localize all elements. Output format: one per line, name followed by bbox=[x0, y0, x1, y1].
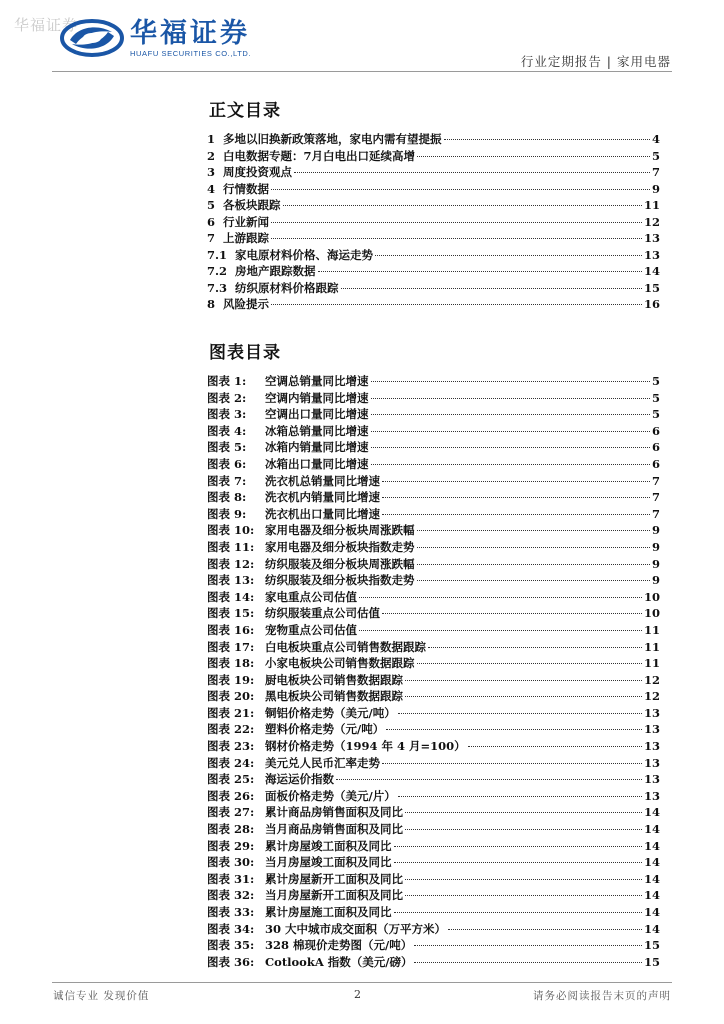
figure-entry-page: 6 bbox=[651, 440, 660, 455]
toc-entry-page: 15 bbox=[643, 280, 660, 295]
toc-entry-label: 房地产跟踪数据 bbox=[235, 264, 316, 278]
toc-entry-label: 行情数据 bbox=[223, 181, 270, 196]
logo-chinese-name: 华福证券 bbox=[130, 17, 250, 49]
toc-entry-page: 11 bbox=[643, 198, 660, 212]
figure-entry[interactable] bbox=[207, 821, 660, 838]
dot-leader bbox=[371, 447, 650, 448]
figure-entry-label: 家用电器及细分板块周涨跌幅 bbox=[265, 523, 415, 538]
figure-entry-label: 冰箱总销量同比增速 bbox=[265, 423, 369, 438]
dot-leader bbox=[271, 238, 642, 239]
toc-entry-number: 5 bbox=[207, 198, 216, 212]
figure-entry-label: 纺织服装及细分板块指数走势 bbox=[265, 573, 415, 588]
figure-entry-number: 图表 7: bbox=[207, 473, 247, 488]
page-number: 2 bbox=[354, 988, 361, 1001]
figure-entry-label: 30 大中城市成交面积（万平方米） bbox=[265, 921, 447, 936]
dot-leader bbox=[405, 696, 642, 697]
dot-leader bbox=[371, 414, 650, 415]
toc-entry[interactable] bbox=[207, 148, 660, 165]
figure-entry-page: 9 bbox=[651, 556, 660, 571]
toc-entry-label: 纺织原材料价格跟踪 bbox=[235, 280, 339, 295]
dot-leader bbox=[375, 255, 642, 256]
toc-entry-page: 9 bbox=[651, 181, 660, 196]
figure-entry-page: 11 bbox=[643, 622, 660, 637]
dot-leader bbox=[271, 189, 650, 190]
figure-entry-label: 空调出口量同比增速 bbox=[265, 407, 369, 422]
figure-entry[interactable] bbox=[207, 589, 660, 606]
figure-entry-number: 图表 2: bbox=[207, 390, 247, 405]
figure-entry-page: 5 bbox=[651, 374, 660, 388]
dot-leader bbox=[398, 713, 642, 714]
dot-leader bbox=[318, 271, 642, 272]
figure-entry-label: 小家电板块公司销售数据跟踪 bbox=[265, 656, 415, 671]
figure-entry-label: 洗衣机内销量同比增速 bbox=[265, 490, 380, 505]
toc-entry-page: 13 bbox=[643, 247, 660, 262]
figure-entry[interactable] bbox=[207, 804, 660, 821]
toc-entry-page: 16 bbox=[643, 297, 660, 311]
figure-entry-number: 图表 26: bbox=[207, 788, 255, 803]
dot-leader bbox=[405, 895, 642, 896]
figure-entry[interactable] bbox=[207, 871, 660, 888]
toc-entry-label: 白电数据专题：7月白电出口延续高增 bbox=[223, 148, 416, 163]
figure-entry-page: 15 bbox=[643, 938, 660, 953]
figure-entry-page: 12 bbox=[643, 689, 660, 704]
figure-entry-label: 宠物重点公司估值 bbox=[265, 622, 357, 637]
figure-entry-number: 图表 3: bbox=[207, 407, 247, 422]
figure-entry-number: 图表 14: bbox=[207, 589, 255, 604]
toc-entry-label: 周度投资观点 bbox=[223, 165, 293, 179]
figure-entry-page: 9 bbox=[651, 539, 660, 554]
figure-entry-number: 图表 29: bbox=[207, 838, 255, 853]
dot-leader bbox=[336, 779, 642, 780]
toc-entry-page: 14 bbox=[643, 264, 660, 278]
figure-entry-label: 家电重点公司估值 bbox=[265, 589, 357, 604]
figure-entry-page: 7 bbox=[651, 490, 660, 505]
toc-entry-label: 风险提示 bbox=[223, 297, 270, 311]
dot-leader bbox=[382, 763, 642, 764]
figure-entry[interactable] bbox=[207, 539, 660, 556]
figure-entry-number: 图表 16: bbox=[207, 622, 255, 637]
figure-entry[interactable] bbox=[207, 937, 660, 954]
dot-leader bbox=[417, 580, 650, 581]
dot-leader bbox=[371, 381, 650, 382]
figure-entry-number: 图表 25: bbox=[207, 772, 255, 787]
figure-entry-number: 图表 6: bbox=[207, 456, 247, 471]
figure-entry-label: 钢材价格走势（1994 年 4 月=100） bbox=[265, 739, 466, 754]
figure-entry[interactable] bbox=[207, 456, 660, 473]
figure-entry[interactable] bbox=[207, 572, 660, 589]
figure-entry-label: 空调内销量同比增速 bbox=[265, 390, 369, 405]
toc-entry-number: 7.2 bbox=[207, 264, 228, 278]
toc-entry-number: 1 bbox=[207, 132, 216, 146]
dot-leader bbox=[394, 846, 642, 847]
figure-entry-label: 累计商品房销售面积及同比 bbox=[265, 805, 403, 820]
dot-leader bbox=[417, 564, 650, 565]
toc-entry-label: 行业新闻 bbox=[223, 214, 270, 229]
figure-entry-page: 6 bbox=[651, 423, 660, 438]
figure-entry-number: 图表 24: bbox=[207, 755, 255, 770]
dot-leader bbox=[468, 746, 642, 747]
figure-entry-page: 14 bbox=[643, 871, 660, 886]
toc-entry[interactable] bbox=[207, 247, 660, 264]
figure-entry[interactable] bbox=[207, 771, 660, 788]
figure-entry-label: 328 棉现价走势图（元/吨） bbox=[265, 938, 413, 953]
figure-entry-number: 图表 17: bbox=[207, 639, 255, 654]
figure-entry-number: 图表 27: bbox=[207, 805, 255, 820]
dot-leader bbox=[341, 288, 642, 289]
figure-entry-page: 13 bbox=[643, 739, 660, 754]
figure-entry-page: 13 bbox=[643, 788, 660, 803]
dot-leader bbox=[371, 464, 650, 465]
figure-entry-page: 15 bbox=[643, 954, 660, 969]
figure-entry-page: 14 bbox=[643, 905, 660, 919]
figure-entry-page: 9 bbox=[651, 523, 660, 538]
toc-entry-page: 12 bbox=[643, 214, 660, 229]
figure-entry-number: 图表 30: bbox=[207, 855, 255, 870]
figure-entry[interactable] bbox=[207, 556, 660, 573]
figure-entry-page: 7 bbox=[651, 473, 660, 488]
figure-entry-page: 9 bbox=[651, 573, 660, 588]
dot-leader bbox=[359, 597, 642, 598]
figure-entry[interactable] bbox=[207, 887, 660, 904]
figure-entry-page: 11 bbox=[643, 639, 660, 654]
footer-slogan: 诚信专业 发现价值 bbox=[53, 990, 150, 1002]
figure-entry-page: 5 bbox=[651, 407, 660, 422]
figure-entry-page: 14 bbox=[643, 822, 660, 837]
figure-entry-number: 图表 34: bbox=[207, 921, 255, 936]
toc-entry[interactable] bbox=[207, 197, 660, 214]
huafu-logo-icon bbox=[60, 18, 124, 58]
dot-leader bbox=[382, 497, 650, 498]
figure-entry-page: 10 bbox=[643, 589, 660, 604]
dot-leader bbox=[405, 829, 642, 830]
toc-entry-number: 7.3 bbox=[207, 280, 228, 295]
figure-entry-label: 塑料价格走势（元/吨） bbox=[265, 722, 385, 737]
figure-entry-page: 14 bbox=[643, 921, 660, 936]
figure-entry[interactable] bbox=[207, 672, 660, 689]
figure-entry-page: 6 bbox=[651, 456, 660, 471]
toc-entry-page: 4 bbox=[651, 132, 660, 146]
figure-entry[interactable] bbox=[207, 688, 660, 705]
dot-leader bbox=[394, 912, 642, 913]
figure-entry-label: 累计房屋新开工面积及同比 bbox=[265, 871, 403, 886]
company-logo bbox=[60, 18, 251, 58]
figure-entry[interactable] bbox=[207, 390, 660, 407]
figure-entry-label: 黑电板块公司销售数据跟踪 bbox=[265, 689, 403, 704]
toc-entry-number: 3 bbox=[207, 165, 216, 179]
toc-entry-number: 7 bbox=[207, 231, 216, 245]
figure-entry-number: 图表 33: bbox=[207, 905, 255, 919]
figure-entry[interactable] bbox=[207, 904, 660, 921]
figure-entry-page: 13 bbox=[643, 705, 660, 720]
figure-entry-page: 14 bbox=[643, 838, 660, 853]
figure-entry-label: 厨电板块公司销售数据跟踪 bbox=[265, 672, 403, 687]
figure-entry-number: 图表 35: bbox=[207, 938, 255, 953]
figure-entry[interactable] bbox=[207, 954, 660, 971]
dot-leader bbox=[294, 172, 650, 173]
figure-entry[interactable] bbox=[207, 854, 660, 871]
dot-leader bbox=[417, 663, 642, 664]
figure-entry-number: 图表 4: bbox=[207, 423, 247, 438]
figure-entry[interactable] bbox=[207, 605, 660, 622]
figure-entry-page: 14 bbox=[643, 855, 660, 870]
figure-entry-number: 图表 9: bbox=[207, 506, 247, 521]
figure-entry[interactable] bbox=[207, 721, 660, 738]
figure-entry-number: 图表 19: bbox=[207, 672, 255, 687]
figure-entry-page: 11 bbox=[643, 656, 660, 671]
figure-entry-number: 图表 1: bbox=[207, 374, 247, 388]
dot-leader bbox=[271, 222, 642, 223]
dot-leader bbox=[271, 304, 642, 305]
figure-entry[interactable] bbox=[207, 622, 660, 639]
dot-leader bbox=[398, 796, 642, 797]
dot-leader bbox=[386, 729, 642, 730]
toc-entry-number: 6 bbox=[207, 214, 216, 229]
footer-disclaimer: 请务必阅读报告末页的声明 bbox=[533, 990, 671, 1002]
dot-leader bbox=[417, 156, 650, 157]
figure-entry-number: 图表 21: bbox=[207, 705, 255, 720]
figure-entry-number: 图表 22: bbox=[207, 722, 255, 737]
dot-leader bbox=[405, 812, 642, 813]
toc-entry-number: 7.1 bbox=[207, 247, 228, 262]
figure-entry[interactable] bbox=[207, 655, 660, 672]
figure-entry-number: 图表 28: bbox=[207, 822, 255, 837]
dot-leader bbox=[405, 680, 642, 681]
figure-entry-number: 图表 18: bbox=[207, 656, 255, 671]
dot-leader bbox=[414, 945, 642, 946]
dot-leader bbox=[394, 862, 642, 863]
toc-entry-number: 4 bbox=[207, 181, 216, 196]
figure-entry-page: 7 bbox=[651, 506, 660, 521]
figure-entry-number: 图表 31: bbox=[207, 871, 255, 886]
figure-entry-label: 累计房屋施工面积及同比 bbox=[265, 905, 392, 919]
figure-entry[interactable] bbox=[207, 373, 660, 390]
footer-divider bbox=[52, 982, 672, 983]
figure-entry[interactable] bbox=[207, 705, 660, 722]
figure-entry[interactable] bbox=[207, 755, 660, 772]
figure-entry[interactable] bbox=[207, 522, 660, 539]
toc-entry[interactable] bbox=[207, 164, 660, 181]
figure-entry-label: 家用电器及细分板块指数走势 bbox=[265, 539, 415, 554]
figure-entry-number: 图表 32: bbox=[207, 888, 255, 903]
figure-entry-label: 纺织服装及细分板块周涨跌幅 bbox=[265, 556, 415, 571]
figure-entry[interactable] bbox=[207, 838, 660, 855]
dot-leader bbox=[371, 398, 650, 399]
figure-entry-label: 冰箱出口量同比增速 bbox=[265, 456, 369, 471]
figure-entry-number: 图表 23: bbox=[207, 739, 255, 754]
figure-entry[interactable] bbox=[207, 921, 660, 938]
figure-toc-list bbox=[207, 373, 660, 970]
figure-entry-label: 洗衣机出口量同比增速 bbox=[265, 506, 380, 521]
dot-leader bbox=[382, 613, 642, 614]
figure-entry-label: 洗衣机总销量同比增速 bbox=[265, 473, 380, 488]
toc-entry-page: 5 bbox=[651, 148, 660, 163]
figure-entry-number: 图表 36: bbox=[207, 954, 255, 969]
figure-entry-page: 14 bbox=[643, 888, 660, 903]
figure-entry-label: 面板价格走势（美元/片） bbox=[265, 788, 396, 803]
toc-entry-label: 家电原材料价格、海运走势 bbox=[235, 247, 374, 262]
toc-entry-label: 各板块跟踪 bbox=[223, 198, 281, 212]
figure-entry[interactable] bbox=[207, 423, 660, 440]
toc-entry-number: 2 bbox=[207, 148, 216, 163]
dot-leader bbox=[444, 139, 650, 140]
figure-entry-number: 图表 8: bbox=[207, 490, 247, 505]
figure-entry-label: 当月房屋新开工面积及同比 bbox=[265, 888, 403, 903]
dot-leader bbox=[405, 879, 642, 880]
dot-leader bbox=[382, 481, 650, 482]
figure-entry-number: 图表 13: bbox=[207, 573, 255, 588]
figure-entry-page: 12 bbox=[643, 672, 660, 687]
toc-entry-label: 多地以旧换新政策落地，家电内需有望提振 bbox=[223, 132, 442, 146]
main-toc-title: 正文目录 bbox=[209, 101, 281, 121]
toc-entry-page: 7 bbox=[651, 165, 660, 179]
logo-english-name: HUAFU SECURITIES CO.,LTD. bbox=[130, 48, 252, 58]
figure-entry[interactable] bbox=[207, 406, 660, 423]
figure-entry-label: 空调总销量同比增速 bbox=[265, 374, 369, 388]
figure-entry-number: 图表 10: bbox=[207, 523, 255, 538]
figure-entry[interactable] bbox=[207, 489, 660, 506]
dot-leader bbox=[283, 205, 642, 206]
figure-entry[interactable] bbox=[207, 473, 660, 490]
dot-leader bbox=[417, 530, 650, 531]
toc-entry-number: 8 bbox=[207, 297, 216, 311]
figure-entry-label: CotlookA 指数（美元/磅） bbox=[265, 954, 413, 969]
dot-leader bbox=[359, 630, 642, 631]
figure-entry-number: 图表 20: bbox=[207, 689, 255, 704]
figure-entry-page: 13 bbox=[643, 755, 660, 770]
figure-toc-title: 图表目录 bbox=[209, 343, 281, 363]
figure-entry-label: 美元兑人民币汇率走势 bbox=[265, 755, 380, 770]
toc-entry[interactable] bbox=[207, 181, 660, 198]
dot-leader bbox=[428, 647, 642, 648]
figure-entry-page: 10 bbox=[643, 606, 660, 621]
figure-entry-label: 纺织服装重点公司估值 bbox=[265, 606, 380, 621]
toc-entry[interactable] bbox=[207, 263, 660, 280]
toc-entry-label: 上游跟踪 bbox=[223, 231, 270, 245]
figure-entry-number: 图表 15: bbox=[207, 606, 255, 621]
toc-entry-page: 13 bbox=[643, 231, 660, 245]
main-toc-list bbox=[207, 131, 660, 313]
figure-entry-label: 当月商品房销售面积及同比 bbox=[265, 822, 403, 837]
figure-entry-label: 当月房屋竣工面积及同比 bbox=[265, 855, 392, 870]
watermark: 华福证券 bbox=[14, 16, 79, 34]
toc-entry[interactable] bbox=[207, 214, 660, 231]
figure-entry-label: 海运运价指数 bbox=[265, 772, 334, 787]
figure-entry-label: 铜铝价格走势（美元/吨） bbox=[265, 705, 396, 720]
dot-leader bbox=[448, 929, 642, 930]
dot-leader bbox=[417, 547, 650, 548]
figure-entry[interactable] bbox=[207, 639, 660, 656]
header-divider bbox=[52, 71, 672, 72]
figure-entry-page: 5 bbox=[651, 390, 660, 405]
figure-entry[interactable] bbox=[207, 738, 660, 755]
figure-entry[interactable] bbox=[207, 506, 660, 523]
figure-entry-page: 14 bbox=[643, 805, 660, 820]
figure-entry-number: 图表 5: bbox=[207, 440, 247, 455]
figure-entry-label: 冰箱内销量同比增速 bbox=[265, 440, 369, 455]
figure-entry-label: 累计房屋竣工面积及同比 bbox=[265, 838, 392, 853]
toc-entry[interactable] bbox=[207, 131, 660, 148]
toc-entry[interactable] bbox=[207, 230, 660, 247]
dot-leader bbox=[414, 962, 642, 963]
toc-entry[interactable] bbox=[207, 296, 660, 313]
figure-entry[interactable] bbox=[207, 439, 660, 456]
dot-leader bbox=[382, 514, 650, 515]
toc-entry[interactable] bbox=[207, 280, 660, 297]
figure-entry-number: 图表 12: bbox=[207, 556, 255, 571]
figure-entry-page: 13 bbox=[643, 722, 660, 737]
dot-leader bbox=[371, 431, 650, 432]
figure-entry-page: 13 bbox=[643, 772, 660, 787]
figure-entry-label: 白电板块重点公司销售数据跟踪 bbox=[265, 639, 426, 654]
figure-entry[interactable] bbox=[207, 788, 660, 805]
report-type-label: 行业定期报告 | 家用电器 bbox=[520, 54, 671, 69]
figure-entry-number: 图表 11: bbox=[207, 539, 255, 554]
